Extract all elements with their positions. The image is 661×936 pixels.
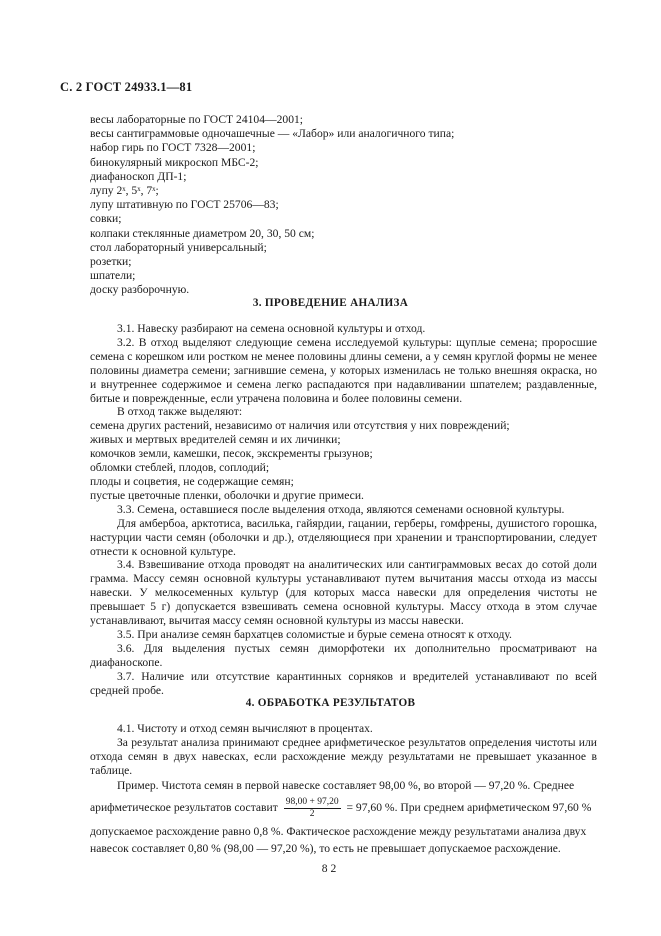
example-line-4: навесок составляет 0,80 % (98,00 — 97,20 %), то есть не превышает допускаемое расхождение. — [90, 842, 561, 855]
section-3-body — [90, 322, 597, 697]
example-text: арифметическое результатов составит — [90, 801, 278, 815]
list-item: живых и мертвых вредителей семян и их личинки; — [90, 433, 341, 447]
example-line-1: Пример. Чистота семян в первой навеске составляет 98,00 %, во второй — 97,20 %. Среднее — [117, 779, 575, 792]
paragraph-also-intro: В отход также выделяют: — [117, 405, 243, 419]
paragraph-4-2: За результат анализа принимают среднее арифметическое результатов определения чистоты или отхода семян в двух навесках, если расхождение между результатами не превышает указанное в таблице. — [90, 735, 597, 777]
page-header: С. 2 ГОСТ 24933.1—81 — [60, 80, 193, 94]
fraction-denominator: 2 — [309, 809, 315, 819]
example-line-3: допускаемое расхождение равно 0,8 %. Фактическое расхождение между результатами анализа двух — [90, 825, 587, 838]
equipment-list — [90, 113, 454, 298]
example-text: При среднем арифметическом 97,60 % — [400, 801, 592, 815]
list-item: семена других растений, независимо от наличия или отсутствия у них повреждений; — [90, 419, 510, 433]
paragraph-3-3: 3.3. Семена, оставшиеся после выделения отхода, являются семенами основной культуры. — [117, 502, 565, 516]
example-equals: = 97,60 %. — [346, 801, 398, 815]
section-4-title: 4. ОБРАБОТКА РЕЗУЛЬТАТОВ — [245, 697, 416, 709]
section-4-body — [90, 722, 597, 778]
paragraph-4-1: 4.1. Чистоту и отход семян вычисляют в процентах. — [117, 722, 373, 735]
list-item: весы сантиграммовые одночашечные — «Лабор» или аналогичного типа; — [90, 127, 455, 141]
list-item: розетки; — [90, 255, 132, 269]
list-item: обломки стеблей, плодов, соплодий; — [90, 461, 270, 475]
list-item: весы лабораторные по ГОСТ 24104—2001; — [90, 113, 304, 126]
list-item: пустые цветочные пленки, оболочки и другие примеси. — [90, 488, 364, 502]
paragraph-3-4: 3.4. Взвешивание отхода проводят на аналитических или сантиграммовых весах до сотой доли грамма. Массу семян основной культуры устанавливают путем вычитания массы отхода из массы навески. У мелкосеменных культур (для которых масса навески для определения чистоты не превышает 5 г) допускается взвешивать семена основной культуры. Массу отхода в этом случае устанавливают, вычитая массу семян основной культуры из массы навески. — [90, 558, 597, 628]
list-item: совки; — [90, 212, 122, 226]
list-item: комочков земли, камешки, песок, экскременты грызунов; — [90, 447, 373, 461]
list-item: плоды и соцветия, не содержащие семян; — [90, 474, 294, 488]
fraction-numerator: 98,00 + 97,20 — [285, 797, 339, 807]
paragraph-3-2: 3.2. В отход выделяют следующие семена исследуемой культуры: щуплые семена; проросшие семена с корешком или ростком не менее половины длины семени, а у семян круглой формы не менее половины диаметра семени; загнившие семена, у которых изменилась не только внешняя окраска, но и внутреннее содержимое и семена легко распадаются при надавливании шпателем; раздавленные, битые и поврежденные, если утрачена половина и более половины семени. — [90, 335, 597, 405]
list-item: колпаки стеклянные диаметром 20, 30, 50 см; — [90, 226, 315, 240]
example-line-2 — [90, 797, 597, 820]
section-3-title: 3. ПРОВЕДЕНИЕ АНАЛИЗА — [252, 297, 409, 309]
list-item: лупу штативную по ГОСТ 25706—83; — [90, 198, 279, 212]
list-item: лупу 2ˣ, 5ˣ, 7ˣ; — [90, 184, 159, 198]
list-item: набор гирь по ГОСТ 7328—2001; — [90, 141, 256, 155]
paragraph-3-7: 3.7. Наличие или отсутствие карантинных сорняков и вредителей устанавливают по всей средней пробе. — [90, 669, 597, 697]
paragraph-3-3b: Для амбербоа, арктотиса, василька, гайярдии, гацании, герберы, гомфрены, душистого горошка, настурции части семян (оболочки и др.), отделяющиеся при хранении и транспортировании, следует отнести к основной культуре. — [90, 516, 597, 558]
list-item: бинокулярный микроскоп МБС-2; — [90, 155, 259, 169]
list-item: шпатели; — [90, 269, 136, 283]
list-item: стол лабораторный универсальный; — [90, 240, 267, 254]
paragraph-3-1: 3.1. Навеску разбирают на семена основной культуры и отход. — [117, 322, 426, 335]
list-item: доску разборочную. — [90, 283, 190, 297]
paragraph-3-5: 3.5. При анализе семян бархатцев соломистые и бурые семена относят к отходу. — [117, 627, 512, 641]
list-item: диафаноскоп ДП-1; — [90, 169, 187, 183]
page-number: 82 — [321, 862, 340, 875]
fraction — [284, 797, 341, 820]
paragraph-3-6: 3.6. Для выделения пустых семян диморфотеки их дополнительно просматривают на диафаноскопе. — [90, 641, 597, 669]
